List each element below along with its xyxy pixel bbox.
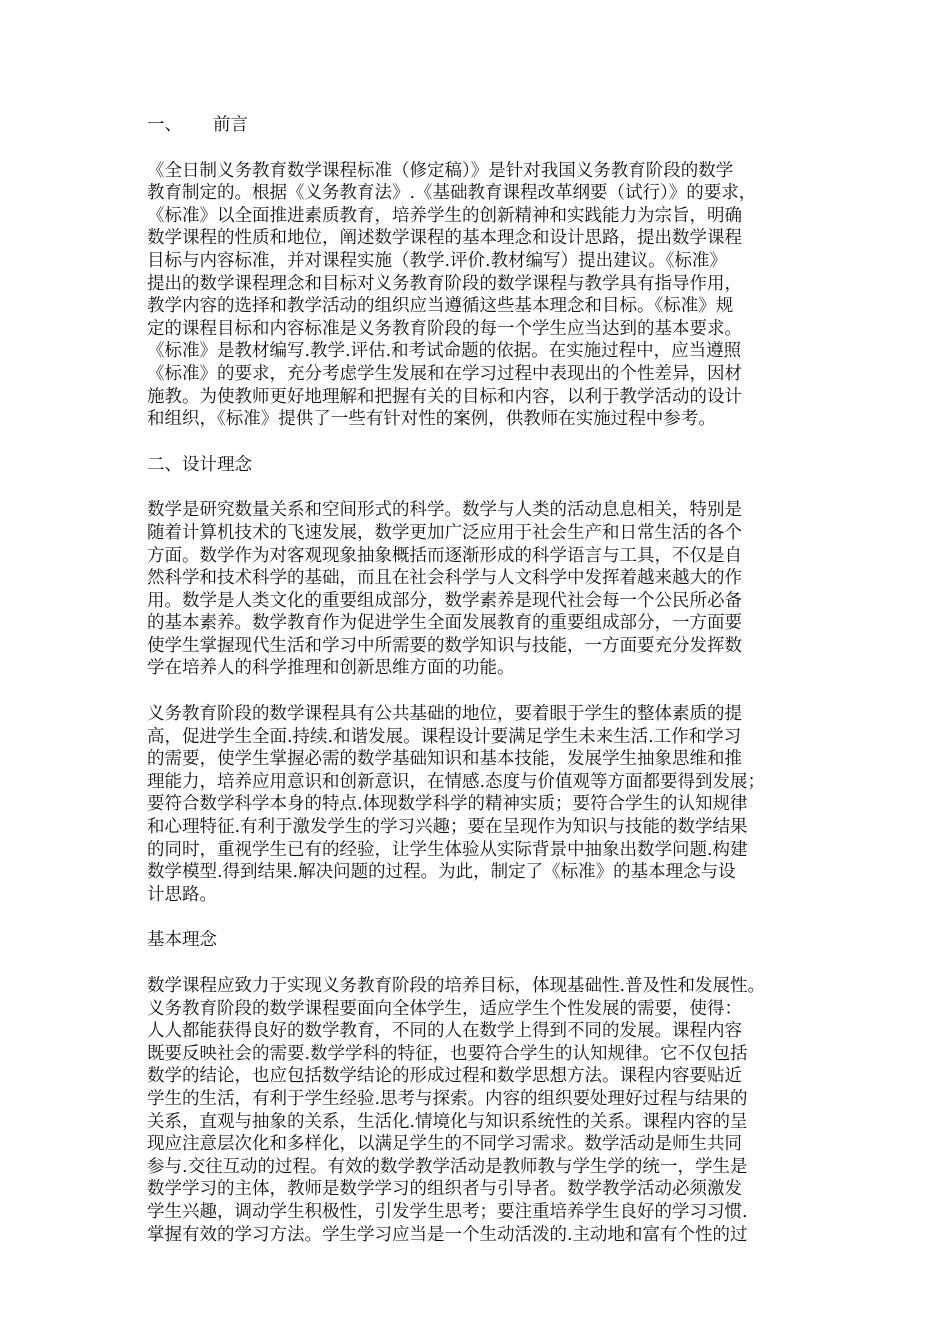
text-line: 和组织，《标准》提供了一些有针对性的案例，供教师在实施过程中参考。 xyxy=(147,409,716,430)
text-line: 参与.交往互动的过程。有效的数学教学活动是教师教与学生学的统一，学生是 xyxy=(147,1156,748,1177)
text-line: 数学课程的性质和地位，阐述数学课程的基本理念和设计思路，提出数学课程 xyxy=(147,228,742,249)
text-line: 《标准》是教材编写.教学.评估.和考试命题的依据。在实施过程中，应当遵照 xyxy=(147,341,742,362)
text-line: 《全日制义务教育数学课程标准（修定稿）》是针对我国义务教育阶段的数学 xyxy=(147,160,734,181)
document-body xyxy=(147,114,827,1269)
text-line: 数学模型.得到结果.解决问题的过程。为此，制定了《标准》的基本理念与设 xyxy=(147,862,736,883)
text-line: 学生兴趣，调动学生积极性，引发学生思考；要注重培养学生良好的学习习惯. xyxy=(147,1201,748,1222)
text-line: 和心理特征.有利于激发学生的学习兴趣；要在呈现作为知识与技能的数学结果 xyxy=(147,817,748,838)
text-line: 关系，直观与抽象的关系，生活化.情境化与知识系统性的关系。课程内容的呈 xyxy=(147,1111,748,1132)
text-line: 义务教育阶段的数学课程具有公共基础的地位，要着眼于学生的整体素质的提 xyxy=(147,704,742,725)
text-line: 学在培养人的科学推理和创新思维方面的功能。 xyxy=(147,658,515,679)
text-line: 《标准》的要求，充分考虑学生发展和在学习过程中表现出的个性差异，因材 xyxy=(147,363,742,384)
section-title: 二、设计理念 xyxy=(147,454,252,475)
text-line: 使学生掌握现代生活和学习中所需要的数学知识与技能，一方面要充分发挥数 xyxy=(147,635,742,656)
text-line: 随着计算机技术的飞速发展，数学更加广泛应用于社会生产和日常生活的各个 xyxy=(147,522,742,543)
text-line: 教学内容的选择和教学活动的组织应当遵循这些基本理念和目标。《标准》规 xyxy=(147,296,734,317)
basic-paragraph xyxy=(147,975,827,1246)
section-heading-preface xyxy=(147,114,827,137)
text-line: 高，促进学生全面.持续.和谐发展。课程设计要满足学生未来生活.工作和学习 xyxy=(147,726,742,747)
text-line: 用。数学是人类文化的重要组成部分，数学素养是现代社会每一个公民所必备 xyxy=(147,590,742,611)
text-line: 人人都能获得良好的数学教育，不同的人在数学上得到不同的发展。课程内容 xyxy=(147,1021,742,1042)
text-line: 目标与内容标准，并对课程实施（教学.评价.教材编写）提出建议。《标准》 xyxy=(147,250,727,271)
text-line: 教育制定的。根据《义务教育法》.《基础教育课程改革纲要（试行）》的要求， xyxy=(147,183,757,204)
section-heading-basic xyxy=(147,929,827,952)
text-line: 数学课程应致力于实现义务教育阶段的培养目标，体现基础性.普及性和发展性。 xyxy=(147,976,766,996)
section-number: 一、 xyxy=(147,115,182,135)
text-line: 学生的生活，有利于学生经验.思考与探索。内容的组织要处理好过程与结果的 xyxy=(147,1088,748,1109)
section-heading-design xyxy=(147,454,827,477)
text-line: 《标准》以全面推进素质教育，培养学生的创新精神和实践能力为宗旨，明确 xyxy=(147,205,742,226)
preface-paragraph xyxy=(147,160,827,431)
text-line: 提出的数学课程理念和目标对义务教育阶段的数学课程与教学具有指导作用， xyxy=(147,273,742,294)
text-line: 掌握有效的学习方法。学生学习应当是一个生动活泼的.主动地和富有个性的过 xyxy=(147,1224,748,1245)
text-line: 施教。为使教师更好地理解和把握有关的目标和内容，以利于教学活动的设计 xyxy=(147,386,742,407)
text-line: 理能力，培养应用意识和创新意识，在情感.态度与价值观等方面都要得到发展； xyxy=(147,771,766,792)
section-title: 基本理念 xyxy=(147,930,217,951)
text-line: 的同时，重视学生已有的经验，让学生体验从实际背景中抽象出数学问题.构建 xyxy=(147,839,748,860)
text-line: 要符合数学科学本身的特点.体现数学科学的精神实质；要符合学生的认知规律 xyxy=(147,794,748,815)
section-title: 前言 xyxy=(213,115,248,135)
text-line: 的基本素养。数学教育作为促进学生全面发展教育的重要组成部分，一方面要 xyxy=(147,613,742,634)
text-line: 数学是研究数量关系和空间形式的科学。数学与人类的活动息息相关，特别是 xyxy=(147,500,742,521)
text-line: 计思路。 xyxy=(147,884,217,905)
text-line: 方面。数学作为对客观现象抽象概括而逐渐形成的科学语言与工具，不仅是自 xyxy=(147,545,742,566)
text-line: 既要反映社会的需要.数学学科的特征，也要符合学生的认知规律。它不仅包括 xyxy=(147,1043,748,1064)
text-line: 的需要，使学生掌握必需的数学基础知识和基本技能，发展学生抽象思维和推 xyxy=(147,749,742,770)
text-line: 数学的结论，也应包括数学结论的形成过程和数学思想方法。课程内容要贴近 xyxy=(147,1066,742,1087)
text-line: 数学学习的主体，教师是数学学习的组织者与引导者。数学教学活动必须激发 xyxy=(147,1179,742,1200)
text-line: 然科学和技术科学的基础，而且在社会科学与人文科学中发挥着越来越大的作 xyxy=(147,568,742,589)
text-line: 现应注意层次化和多样化，以满足学生的不同学习需求。数学活动是师生共同 xyxy=(147,1134,742,1155)
design-paragraph-2 xyxy=(147,703,827,906)
text-line: 定的课程目标和内容标准是义务教育阶段的每一个学生应当达到的基本要求。 xyxy=(147,318,742,339)
text-line: 义务教育阶段的数学课程要面向全体学生，适应学生个性发展的需要，使得： xyxy=(147,998,742,1019)
design-paragraph-1 xyxy=(147,499,827,680)
